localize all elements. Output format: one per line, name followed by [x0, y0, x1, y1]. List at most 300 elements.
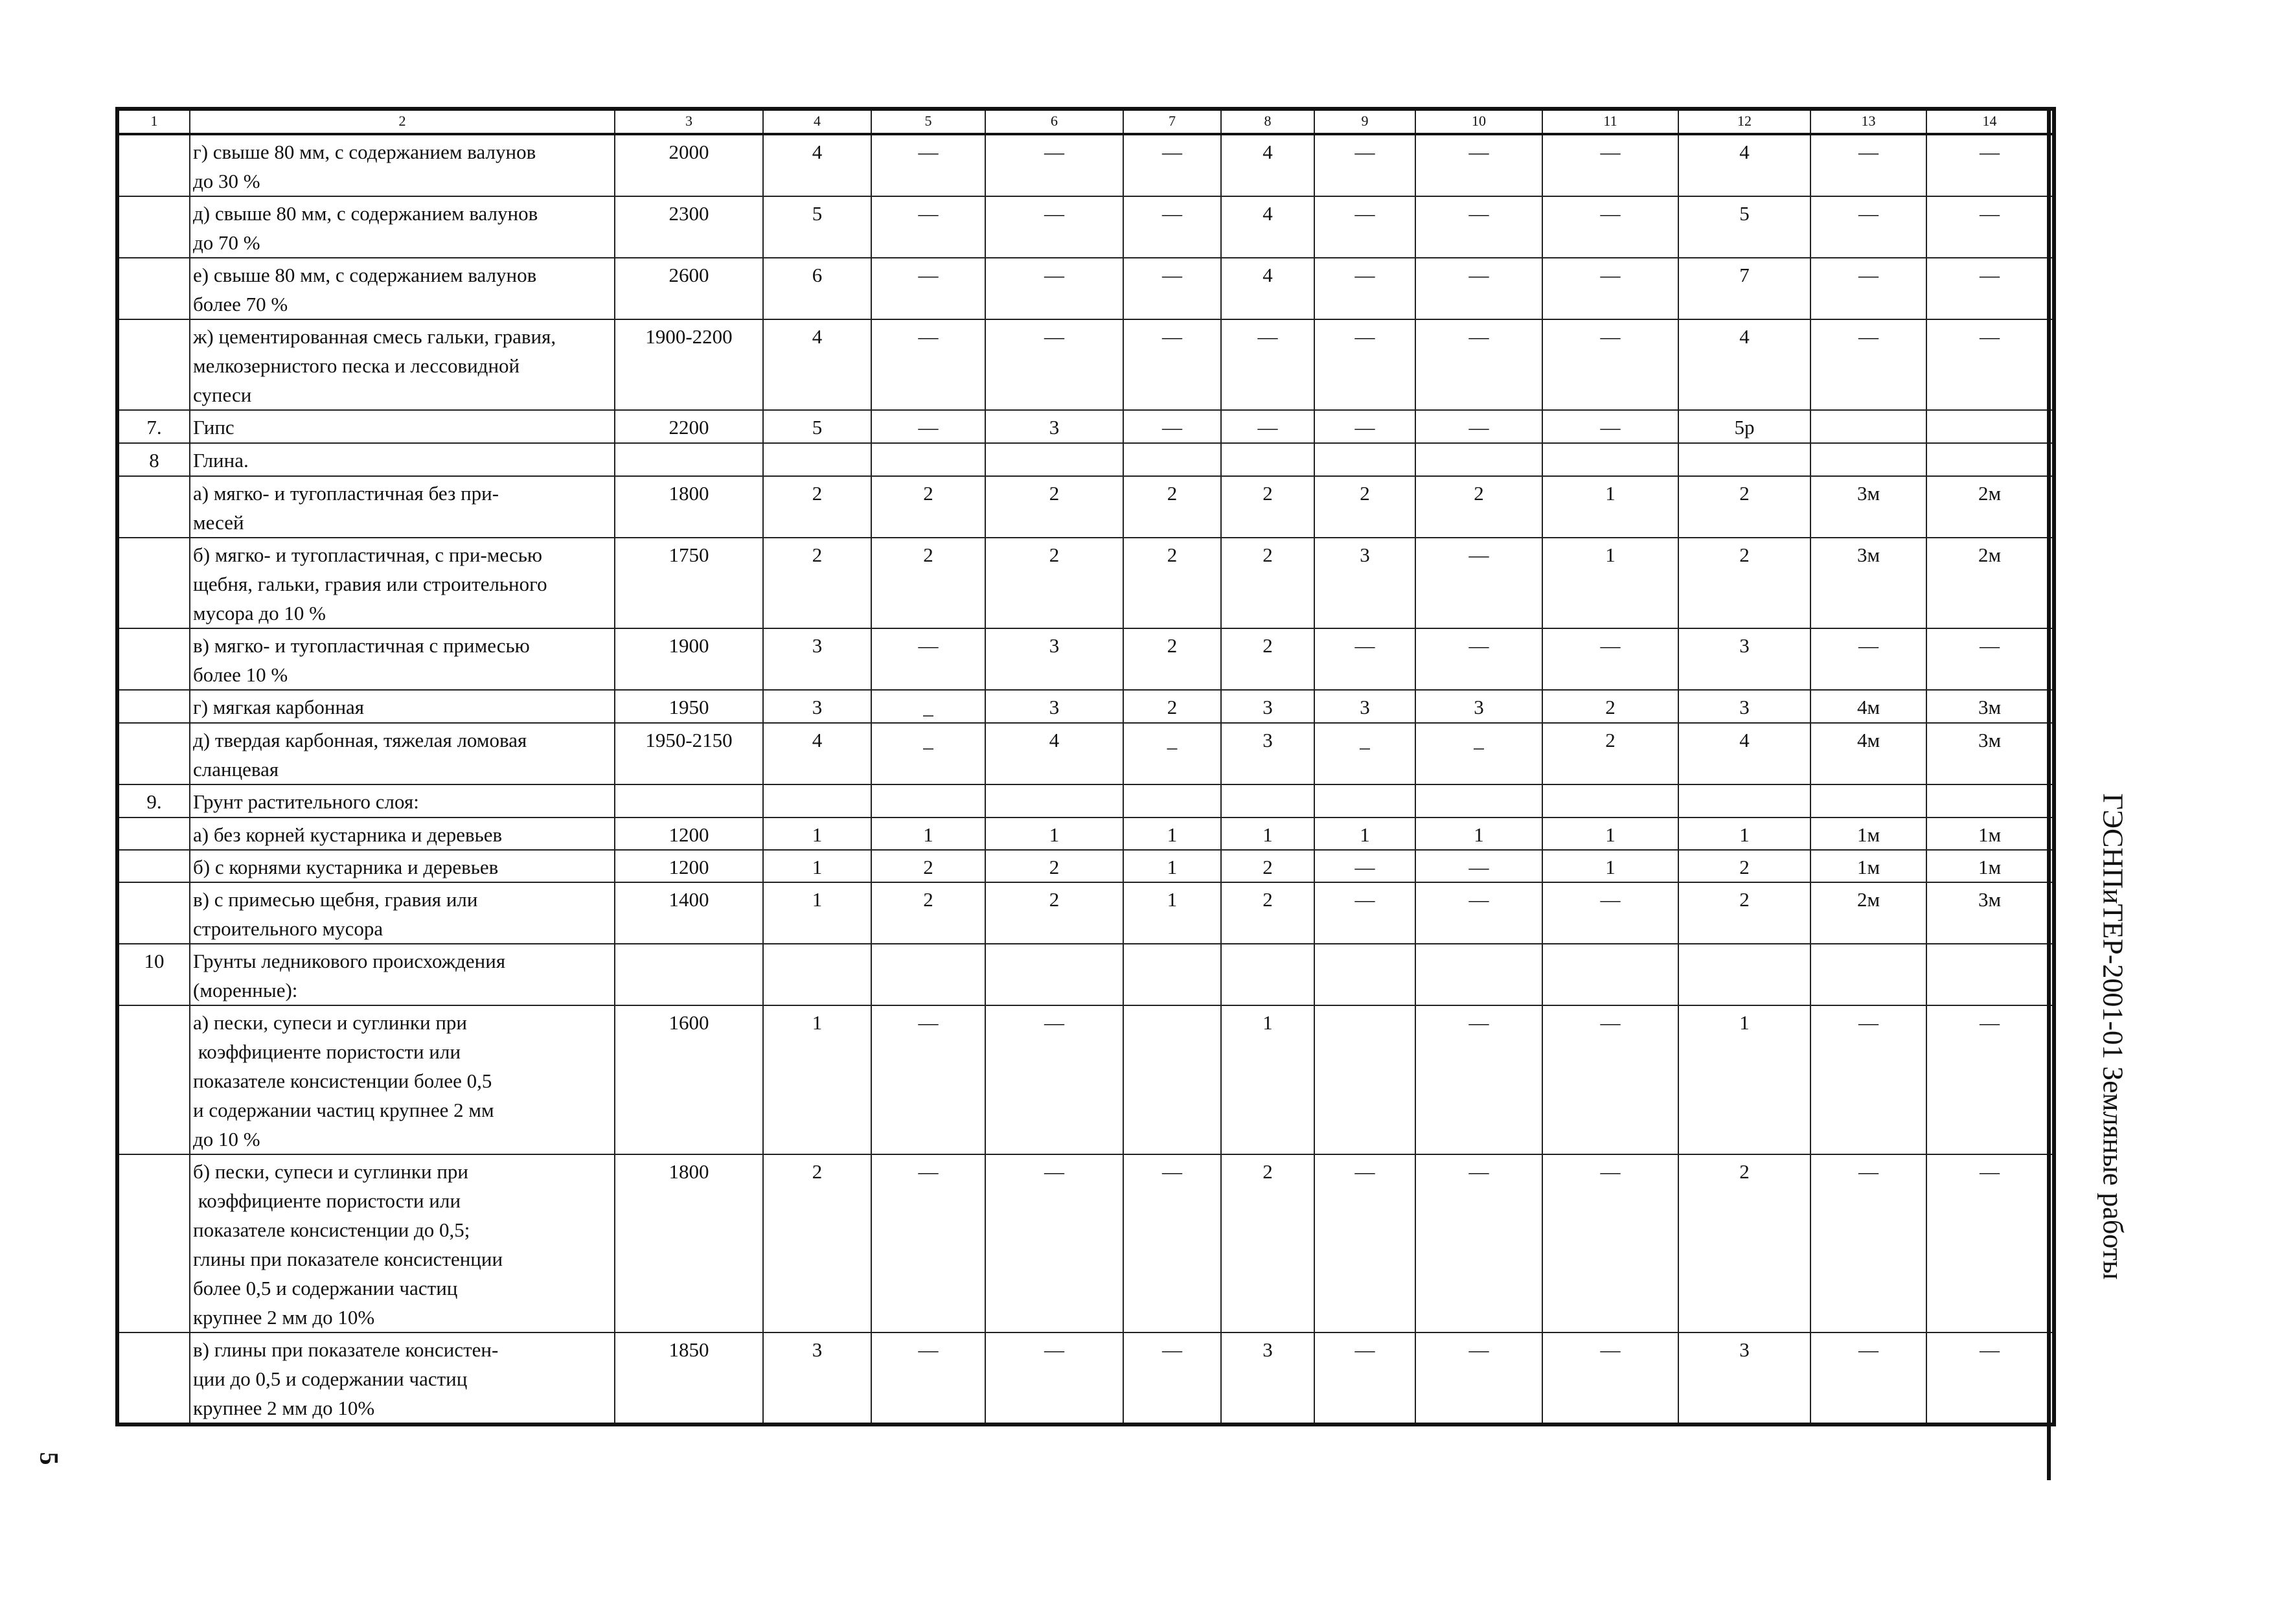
category-cell: — [871, 1332, 985, 1424]
column-header-13: 13 [1810, 109, 1926, 134]
category-cell: 2м [1926, 476, 2054, 538]
description-line: до 30 % [193, 170, 260, 192]
category-cell: 1 [763, 882, 871, 944]
category-cell: 1 [1221, 1005, 1314, 1154]
soil-description [190, 1332, 615, 1424]
column-header-5: 5 [871, 109, 985, 134]
category-cell [763, 944, 871, 1005]
row-number [117, 882, 190, 944]
category-cell: 1 [871, 818, 985, 850]
category-cell: 2 [1123, 538, 1221, 628]
row-number [117, 690, 190, 723]
category-cell: — [1415, 882, 1542, 944]
description-line: а) мягко- и тугопластичная без при- [193, 482, 499, 505]
description-line: д) твердая карбонная, тяжелая ломовая [193, 729, 527, 751]
category-cell [1415, 784, 1542, 818]
category-cell [1314, 784, 1415, 818]
density-cell [615, 443, 763, 476]
table-row [117, 1154, 2054, 1332]
category-cell: 4м [1810, 690, 1926, 723]
category-cell: 3 [763, 628, 871, 690]
category-cell: 4 [763, 319, 871, 410]
category-cell: 1 [763, 818, 871, 850]
category-cell: _ [1123, 723, 1221, 784]
category-cell: _ [1415, 723, 1542, 784]
category-cell: 1 [1123, 818, 1221, 850]
category-cell: 2 [1678, 882, 1810, 944]
category-cell: 2 [1678, 1154, 1810, 1332]
category-cell: 3 [985, 690, 1123, 723]
category-cell: 2 [1221, 628, 1314, 690]
column-header-8: 8 [1221, 109, 1314, 134]
category-cell: — [1415, 410, 1542, 443]
row-number [117, 723, 190, 784]
description-line: до 10 % [193, 1128, 260, 1150]
category-cell: — [1810, 134, 1926, 196]
category-cell: 1 [1314, 818, 1415, 850]
category-cell: 2м [1810, 882, 1926, 944]
category-cell [1542, 784, 1678, 818]
category-cell [985, 784, 1123, 818]
category-cell: 2 [985, 850, 1123, 882]
table-row [117, 134, 2054, 196]
category-cell: 2 [763, 538, 871, 628]
category-cell: 2 [763, 476, 871, 538]
description-line: более 10 % [193, 663, 288, 686]
category-cell: — [1314, 196, 1415, 258]
category-cell: — [1810, 628, 1926, 690]
description-line: е) свыше 80 мм, с содержанием валунов [193, 264, 537, 286]
row-number [117, 476, 190, 538]
category-cell: 3 [1415, 690, 1542, 723]
table-row [117, 850, 2054, 882]
table-row [117, 258, 2054, 319]
category-cell: — [1415, 850, 1542, 882]
category-cell: _ [1314, 723, 1415, 784]
description-line: Грунты ледникового происхождения [193, 950, 506, 972]
table-row [117, 784, 2054, 818]
density-cell: 1900-2200 [615, 319, 763, 410]
density-cell: 1850 [615, 1332, 763, 1424]
category-cell: — [1314, 882, 1415, 944]
category-cell: — [1415, 196, 1542, 258]
description-line: в) глины при показателе консистен- [193, 1338, 499, 1361]
soil-description [190, 319, 615, 410]
category-cell: 5 [763, 410, 871, 443]
category-cell: 2 [1221, 882, 1314, 944]
category-cell: — [1415, 134, 1542, 196]
category-cell: 1 [1542, 850, 1678, 882]
density-cell: 2000 [615, 134, 763, 196]
description-line: ции до 0,5 и содержании частиц [193, 1367, 468, 1390]
description-line: Гипс [193, 416, 234, 439]
density-cell: 1800 [615, 1154, 763, 1332]
description-line: более 70 % [193, 293, 288, 315]
description-line: щебня, гальки, гравия или строительного [193, 573, 547, 595]
soil-description [190, 784, 615, 818]
page-number: 5 [34, 1452, 64, 1465]
category-cell: — [985, 319, 1123, 410]
column-header-14: 14 [1926, 109, 2054, 134]
category-cell: 3м [1926, 723, 2054, 784]
density-cell: 1950 [615, 690, 763, 723]
category-cell: — [1810, 196, 1926, 258]
category-cell: — [985, 1332, 1123, 1424]
category-cell [985, 944, 1123, 1005]
category-cell: 3м [1926, 690, 2054, 723]
category-cell [1314, 944, 1415, 1005]
table-row [117, 410, 2054, 443]
table-row [117, 882, 2054, 944]
row-number [117, 850, 190, 882]
category-cell: 3 [763, 1332, 871, 1424]
category-cell: 2 [1123, 628, 1221, 690]
table-row [117, 1332, 2054, 1424]
category-cell: — [1542, 319, 1678, 410]
soil-description [190, 134, 615, 196]
description-line: коэффициенте пористости или [193, 1040, 461, 1063]
category-cell [1415, 443, 1542, 476]
column-header-12: 12 [1678, 109, 1810, 134]
description-line: в) мягко- и тугопластичная с примесью [193, 634, 530, 657]
category-cell: — [1542, 1332, 1678, 1424]
category-cell [1810, 944, 1926, 1005]
category-cell: 2 [1123, 690, 1221, 723]
category-cell: 2 [1314, 476, 1415, 538]
density-cell: 1800 [615, 476, 763, 538]
category-cell: 4 [1221, 258, 1314, 319]
description-line: до 70 % [193, 231, 260, 254]
category-cell: — [1415, 538, 1542, 628]
category-cell: 2 [871, 850, 985, 882]
category-cell: 2 [1221, 850, 1314, 882]
table-row [117, 818, 2054, 850]
category-cell: 1 [1542, 476, 1678, 538]
category-cell: 3 [1221, 723, 1314, 784]
description-line: сланцевая [193, 758, 279, 781]
category-cell: 4 [985, 723, 1123, 784]
category-cell [1123, 944, 1221, 1005]
category-cell: 2 [1221, 476, 1314, 538]
table-row [117, 443, 2054, 476]
category-cell: 3 [1314, 690, 1415, 723]
category-cell: 2 [985, 476, 1123, 538]
category-cell: — [1926, 134, 2054, 196]
category-cell [1221, 944, 1314, 1005]
category-cell: — [1810, 1005, 1926, 1154]
table-row [117, 476, 2054, 538]
category-cell: 2 [985, 882, 1123, 944]
category-cell: 1 [1542, 818, 1678, 850]
soil-description [190, 944, 615, 1005]
row-number [117, 1005, 190, 1154]
category-cell: — [985, 134, 1123, 196]
category-cell: — [1926, 1154, 2054, 1332]
table-row [117, 196, 2054, 258]
category-cell: 4 [1678, 723, 1810, 784]
category-cell: 2 [871, 538, 985, 628]
column-header-10: 10 [1415, 109, 1542, 134]
header-row [117, 109, 2054, 134]
category-cell: 5 [763, 196, 871, 258]
category-cell [985, 443, 1123, 476]
column-header-6: 6 [985, 109, 1123, 134]
soil-description [190, 690, 615, 723]
category-cell: 1 [1415, 818, 1542, 850]
category-cell [871, 443, 985, 476]
category-cell: — [1810, 319, 1926, 410]
category-cell: — [1221, 410, 1314, 443]
description-line: крупнее 2 мм до 10% [193, 1306, 375, 1329]
description-line: и содержании частиц крупнее 2 мм [193, 1099, 494, 1121]
category-cell [1542, 944, 1678, 1005]
description-line: б) пески, супеси и суглинки при [193, 1160, 469, 1183]
category-cell: — [1542, 258, 1678, 319]
category-cell: 3м [1810, 538, 1926, 628]
category-cell: — [1314, 134, 1415, 196]
category-cell [1678, 784, 1810, 818]
category-cell: — [1123, 258, 1221, 319]
row-number [117, 1332, 190, 1424]
description-line: показателе консистенции до 0,5; [193, 1218, 470, 1241]
density-cell [615, 944, 763, 1005]
category-cell: 2 [1542, 723, 1678, 784]
category-cell: — [1542, 410, 1678, 443]
category-cell: 1 [1221, 818, 1314, 850]
category-cell: 2 [1678, 476, 1810, 538]
category-cell: 2м [1926, 538, 2054, 628]
category-cell: 4 [1221, 134, 1314, 196]
density-cell [615, 784, 763, 818]
description-line: более 0,5 и содержании частиц [193, 1277, 458, 1299]
category-cell: 2 [763, 1154, 871, 1332]
category-cell [1123, 1005, 1221, 1154]
category-cell: — [1123, 319, 1221, 410]
category-cell: 2 [1678, 538, 1810, 628]
category-cell: 3 [1678, 628, 1810, 690]
category-cell: 1 [1678, 818, 1810, 850]
soil-description [190, 476, 615, 538]
category-cell: — [871, 1005, 985, 1154]
category-cell: 4м [1810, 723, 1926, 784]
category-cell: — [1415, 258, 1542, 319]
density-cell: 2600 [615, 258, 763, 319]
category-cell: 2 [1542, 690, 1678, 723]
norms-table [115, 107, 2056, 1426]
category-cell [1221, 784, 1314, 818]
description-line: в) с примесью щебня, гравия или [193, 888, 478, 911]
category-cell: 2 [985, 538, 1123, 628]
category-cell: — [1314, 258, 1415, 319]
row-number: 9. [117, 784, 190, 818]
category-cell: — [1314, 1154, 1415, 1332]
category-cell: — [1415, 1154, 1542, 1332]
category-cell: 2 [1221, 1154, 1314, 1332]
category-cell: — [1123, 196, 1221, 258]
document-title: ГЭСНПиТЕР-2001-01 Земляные работы [2097, 793, 2129, 1280]
category-cell: 2 [1221, 538, 1314, 628]
row-number [117, 628, 190, 690]
category-cell: 4 [1678, 134, 1810, 196]
category-cell: — [871, 410, 985, 443]
category-cell: — [871, 319, 985, 410]
row-number: 7. [117, 410, 190, 443]
category-cell [1926, 410, 2054, 443]
table-row [117, 538, 2054, 628]
row-number [117, 258, 190, 319]
description-line: (моренные): [193, 979, 298, 1001]
description-line: месей [193, 511, 244, 534]
description-line: глины при показателе консистенции [193, 1248, 503, 1270]
soil-description [190, 628, 615, 690]
category-cell: — [1314, 1332, 1415, 1424]
category-cell [1314, 443, 1415, 476]
soil-description [190, 1154, 615, 1332]
category-cell: — [871, 628, 985, 690]
category-cell: 1 [1123, 850, 1221, 882]
category-cell: 1 [1542, 538, 1678, 628]
column-header-7: 7 [1123, 109, 1221, 134]
category-cell: 2 [1415, 476, 1542, 538]
category-cell: 3 [1678, 690, 1810, 723]
category-cell [871, 784, 985, 818]
category-cell [763, 784, 871, 818]
row-number [117, 538, 190, 628]
category-cell: 4 [763, 134, 871, 196]
description-line: показателе консистенции более 0,5 [193, 1069, 492, 1092]
category-cell: — [985, 258, 1123, 319]
table-row [117, 723, 2054, 784]
column-header-11: 11 [1542, 109, 1678, 134]
description-line: Грунт растительного слоя: [193, 790, 419, 813]
category-cell [1926, 944, 2054, 1005]
density-cell: 1600 [615, 1005, 763, 1154]
soil-description [190, 196, 615, 258]
category-cell: — [871, 1154, 985, 1332]
category-cell: 3 [985, 410, 1123, 443]
category-cell [1810, 443, 1926, 476]
category-cell [1678, 443, 1810, 476]
category-cell: 2 [1123, 476, 1221, 538]
category-cell: — [1926, 196, 2054, 258]
category-cell [1926, 443, 2054, 476]
table-row [117, 690, 2054, 723]
category-cell [1678, 944, 1810, 1005]
density-cell: 1200 [615, 850, 763, 882]
category-cell: 2 [871, 476, 985, 538]
category-cell: — [1542, 134, 1678, 196]
category-cell: — [1415, 1005, 1542, 1154]
row-number: 8 [117, 443, 190, 476]
category-cell: — [1810, 258, 1926, 319]
column-header-4: 4 [763, 109, 871, 134]
category-cell: 1м [1926, 850, 2054, 882]
description-line: мусора до 10 % [193, 602, 326, 624]
soil-description [190, 538, 615, 628]
table-row [117, 628, 2054, 690]
category-cell: 1 [763, 850, 871, 882]
column-header-9: 9 [1314, 109, 1415, 134]
category-cell: 1 [1123, 882, 1221, 944]
row-number [117, 1154, 190, 1332]
category-cell [1810, 784, 1926, 818]
soil-description [190, 1005, 615, 1154]
description-line: г) свыше 80 мм, с содержанием валунов [193, 141, 536, 163]
soil-description [190, 410, 615, 443]
row-number [117, 319, 190, 410]
category-cell [1542, 443, 1678, 476]
category-cell: 3 [763, 690, 871, 723]
table-row [117, 1005, 2054, 1154]
category-cell: — [1123, 1332, 1221, 1424]
category-cell [1314, 1005, 1415, 1154]
soil-description [190, 723, 615, 784]
column-header-2: 2 [190, 109, 615, 134]
category-cell: _ [871, 690, 985, 723]
category-cell: _ [871, 723, 985, 784]
table-row [117, 319, 2054, 410]
category-cell: — [1314, 319, 1415, 410]
category-cell: 1 [985, 818, 1123, 850]
density-cell: 2300 [615, 196, 763, 258]
category-cell: — [1123, 1154, 1221, 1332]
table-body [117, 109, 2054, 1424]
row-number [117, 134, 190, 196]
category-cell: 4 [763, 723, 871, 784]
row-number [117, 196, 190, 258]
category-cell: — [1810, 1332, 1926, 1424]
category-cell: — [1542, 1005, 1678, 1154]
density-cell: 1400 [615, 882, 763, 944]
category-cell: — [871, 258, 985, 319]
category-cell: — [1123, 134, 1221, 196]
description-line: а) без корней кустарника и деревьев [193, 823, 503, 846]
category-cell: 1 [1678, 1005, 1810, 1154]
row-number [117, 818, 190, 850]
category-cell: 1м [1926, 818, 2054, 850]
category-cell: 4 [1678, 319, 1810, 410]
category-cell: 3 [1314, 538, 1415, 628]
category-cell: — [1542, 628, 1678, 690]
category-cell: — [1123, 410, 1221, 443]
category-cell: — [1542, 882, 1678, 944]
row-number: 10 [117, 944, 190, 1005]
description-line: б) мягко- и тугопластичная, с при-месью [193, 543, 543, 566]
description-line: г) мягкая карбонная [193, 696, 365, 718]
category-cell: 6 [763, 258, 871, 319]
category-cell: — [1415, 1332, 1542, 1424]
density-cell: 1200 [615, 818, 763, 850]
category-cell: — [1415, 628, 1542, 690]
category-cell: — [1926, 258, 2054, 319]
description-line: Глина. [193, 449, 249, 472]
category-cell: — [1542, 196, 1678, 258]
density-cell: 1750 [615, 538, 763, 628]
column-header-3: 3 [615, 109, 763, 134]
soil-description [190, 258, 615, 319]
category-cell [1926, 784, 2054, 818]
category-cell: 2 [871, 882, 985, 944]
soil-description [190, 850, 615, 882]
category-cell: — [1415, 319, 1542, 410]
description-line: а) пески, супеси и суглинки при [193, 1011, 467, 1034]
category-cell: — [1314, 410, 1415, 443]
category-cell [1123, 784, 1221, 818]
category-cell: — [1221, 319, 1314, 410]
category-cell: — [871, 196, 985, 258]
category-cell [1123, 443, 1221, 476]
right-margin-rule [2047, 107, 2051, 1480]
